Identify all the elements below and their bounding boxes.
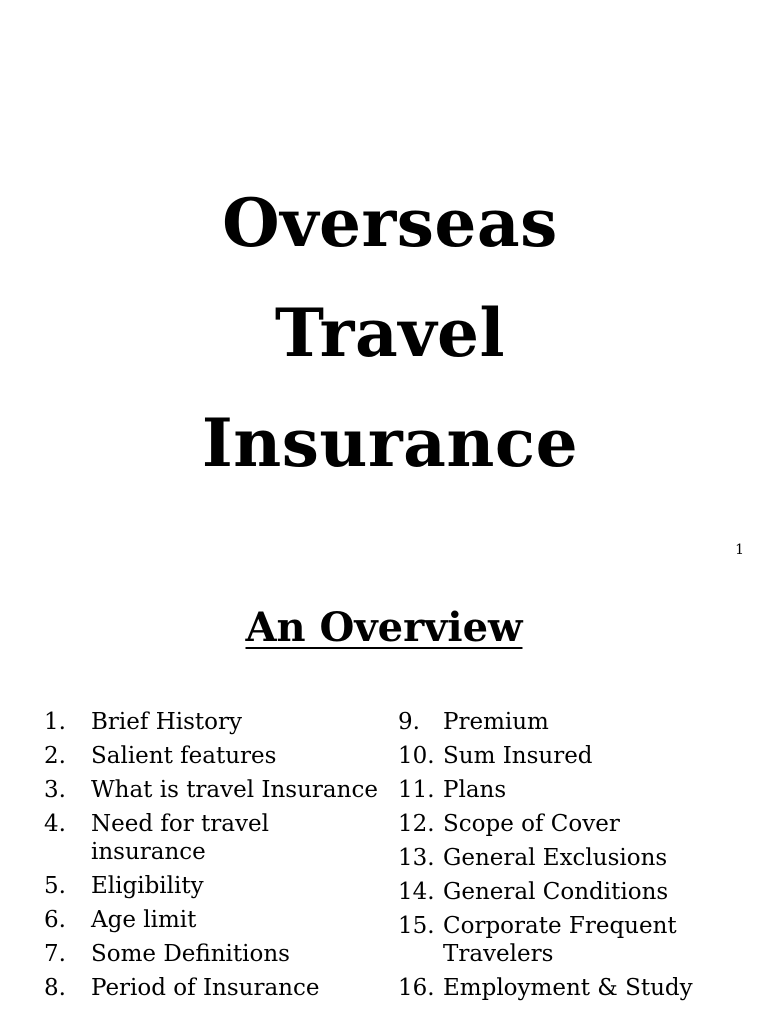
list-item bbox=[44, 974, 384, 1002]
section-heading-text: An Overview bbox=[245, 604, 523, 651]
list-item-text: What is travel Insurance bbox=[91, 777, 378, 803]
list-item bbox=[44, 872, 384, 900]
list-item bbox=[44, 708, 384, 736]
list-item-text: Brief History bbox=[91, 709, 242, 735]
list-item bbox=[398, 708, 758, 736]
list-item bbox=[44, 810, 384, 866]
list-item-number: 1. bbox=[44, 709, 66, 735]
list-item-number: 7. bbox=[44, 941, 66, 967]
list-item bbox=[398, 776, 758, 804]
list-item bbox=[44, 742, 384, 770]
list-item-number: 8. bbox=[44, 975, 66, 1001]
list-item-text: Premium bbox=[443, 709, 549, 735]
list-item-text: Salient features bbox=[91, 743, 277, 769]
list-item bbox=[44, 940, 384, 968]
list-item-number: 16. bbox=[398, 975, 435, 1001]
list-item-number: 5. bbox=[44, 873, 66, 899]
list-item-number: 9. bbox=[398, 709, 420, 735]
title-line-1: Overseas bbox=[222, 184, 558, 262]
list-item-text: Age limit bbox=[91, 907, 197, 933]
list-item-text: Eligibility bbox=[91, 873, 204, 899]
list-item-number: 6. bbox=[44, 907, 66, 933]
list-item bbox=[398, 810, 758, 838]
list-item-number: 15. bbox=[398, 913, 435, 939]
list-item-number: 3. bbox=[44, 777, 66, 803]
page-number: 1 bbox=[735, 542, 744, 558]
document-title bbox=[0, 168, 768, 498]
list-item-text: Need for travel insurance bbox=[91, 811, 269, 865]
list-item-text: Corporate Frequent Travelers bbox=[443, 913, 677, 967]
list-item-text: General Conditions bbox=[443, 879, 669, 905]
list-item bbox=[44, 906, 384, 934]
list-item-text: General Exclusions bbox=[443, 845, 668, 871]
list-item-text: Some Definitions bbox=[91, 941, 290, 967]
list-item-number: 11. bbox=[398, 777, 435, 803]
section-heading bbox=[0, 602, 768, 654]
list-item bbox=[398, 878, 758, 906]
title-line-3: Insurance bbox=[201, 404, 579, 482]
title-line-2: Travel bbox=[274, 294, 506, 372]
overview-list-right bbox=[398, 708, 758, 1008]
list-item bbox=[44, 776, 384, 804]
list-item-number: 12. bbox=[398, 811, 435, 837]
list-item-text: Employment & Study bbox=[443, 975, 693, 1001]
list-item-number: 10. bbox=[398, 743, 435, 769]
list-item-number: 2. bbox=[44, 743, 66, 769]
overview-list-left bbox=[44, 708, 384, 1008]
list-item-number: 4. bbox=[44, 811, 66, 837]
list-item-text: Plans bbox=[443, 777, 507, 803]
list-item-text: Period of Insurance bbox=[91, 975, 320, 1001]
list-item bbox=[398, 912, 758, 968]
list-item bbox=[398, 844, 758, 872]
list-item bbox=[398, 742, 758, 770]
list-item-number: 14. bbox=[398, 879, 435, 905]
list-item-number: 13. bbox=[398, 845, 435, 871]
list-item-text: Sum Insured bbox=[443, 743, 593, 769]
list-item bbox=[398, 974, 758, 1002]
list-item-text: Scope of Cover bbox=[443, 811, 620, 837]
